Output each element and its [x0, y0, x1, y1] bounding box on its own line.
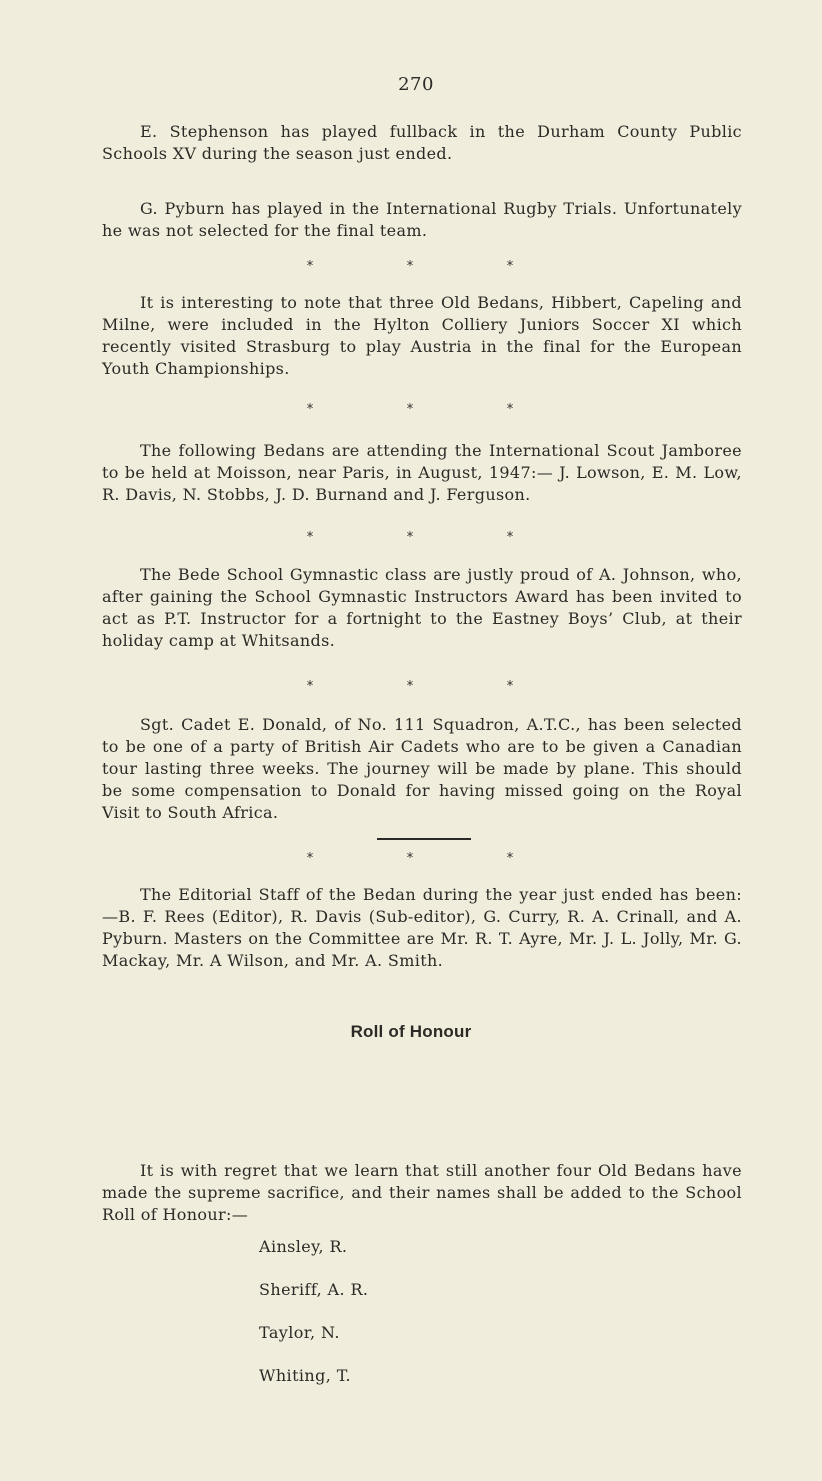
separator-star: *	[506, 678, 514, 694]
section-separator	[300, 399, 520, 419]
roll-name: Taylor, N.	[259, 1323, 340, 1342]
section-separator	[300, 527, 520, 547]
separator-star: *	[306, 401, 314, 417]
separator-star: *	[406, 850, 414, 866]
separator-star: *	[506, 850, 514, 866]
paragraph-gymnastic-class: The Bede School Gymnastic class are justly proud of A. Johnson, who, after gaining the School Gymnastic Instructors Award has been invited to act as P.T. Instructor for a fortnight to the Eastney Boys’ Club, at their holiday camp at Whitsands.	[102, 565, 742, 650]
roll-name: Ainsley, R.	[259, 1237, 348, 1256]
separator-star: *	[306, 678, 314, 694]
paragraph-pyburn: G. Pyburn has played in the International Rugby Trials. Unfortunately he was not selected for the final team.	[102, 199, 742, 240]
separator-star: *	[406, 401, 414, 417]
roll-of-honour-intro: It is with regret that we learn that still another four Old Bedans have made the supreme sacrifice, and their names shall be added to the School Roll of Honour:—	[102, 1161, 742, 1224]
roll-of-honour-heading: Roll of Honour	[350, 1022, 472, 1041]
roll-name: Sheriff, A. R.	[259, 1280, 369, 1299]
separator-star: *	[506, 401, 514, 417]
paragraph-stephenson: E. Stephenson has played fullback in the Durham County Public Schools XV during the season just ended.	[102, 122, 742, 163]
separator-star: *	[406, 529, 414, 545]
separator-star: *	[506, 529, 514, 545]
section-divider	[377, 838, 471, 840]
separator-star: *	[406, 258, 414, 274]
page-number: 270	[398, 74, 434, 95]
separator-star: *	[306, 258, 314, 274]
paragraph-scout-jamboree: The following Bedans are attending the International Scout Jamboree to be held at Moisson, near Paris, in August, 1947:— J. Lowson, E. M. Low, R. Davis, N. Stobbs, J. D. Burnand and J. Ferguson.	[102, 441, 742, 504]
section-separator	[300, 256, 520, 276]
paragraph-air-cadets: Sgt. Cadet E. Donald, of No. 111 Squadron, A.T.C., has been selected to be one of a party of British Air Cadets who are to be given a Canadian tour lasting three weeks. The journey will be made by plane. This should be some compensation to Donald for having missed going on the Royal Visit to South Africa.	[102, 715, 742, 822]
section-separator	[300, 676, 520, 696]
separator-star: *	[306, 850, 314, 866]
paragraph-editorial-staff: The Editorial Staff of the Bedan during the year just ended has been:—B. F. Rees (Editor), R. Davis (Sub-editor), G. Curry, R. A. Crinall, and A. Pyburn. Masters on the Committee are Mr. R. T. Ayre, Mr. J. L. Jolly, Mr. G. Mackay, Mr. A Wilson, and Mr. A. Smith.	[102, 885, 742, 970]
separator-star: *	[406, 678, 414, 694]
section-separator	[300, 848, 520, 868]
roll-name: Whiting, T.	[259, 1366, 351, 1385]
separator-star: *	[306, 529, 314, 545]
paragraph-old-bedans: It is interesting to note that three Old Bedans, Hibbert, Capeling and Milne, were included in the Hylton Colliery Juniors Soccer XI which recently visited Strasburg to play Austria in the final for the European Youth Championships.	[102, 293, 742, 378]
separator-star: *	[506, 258, 514, 274]
